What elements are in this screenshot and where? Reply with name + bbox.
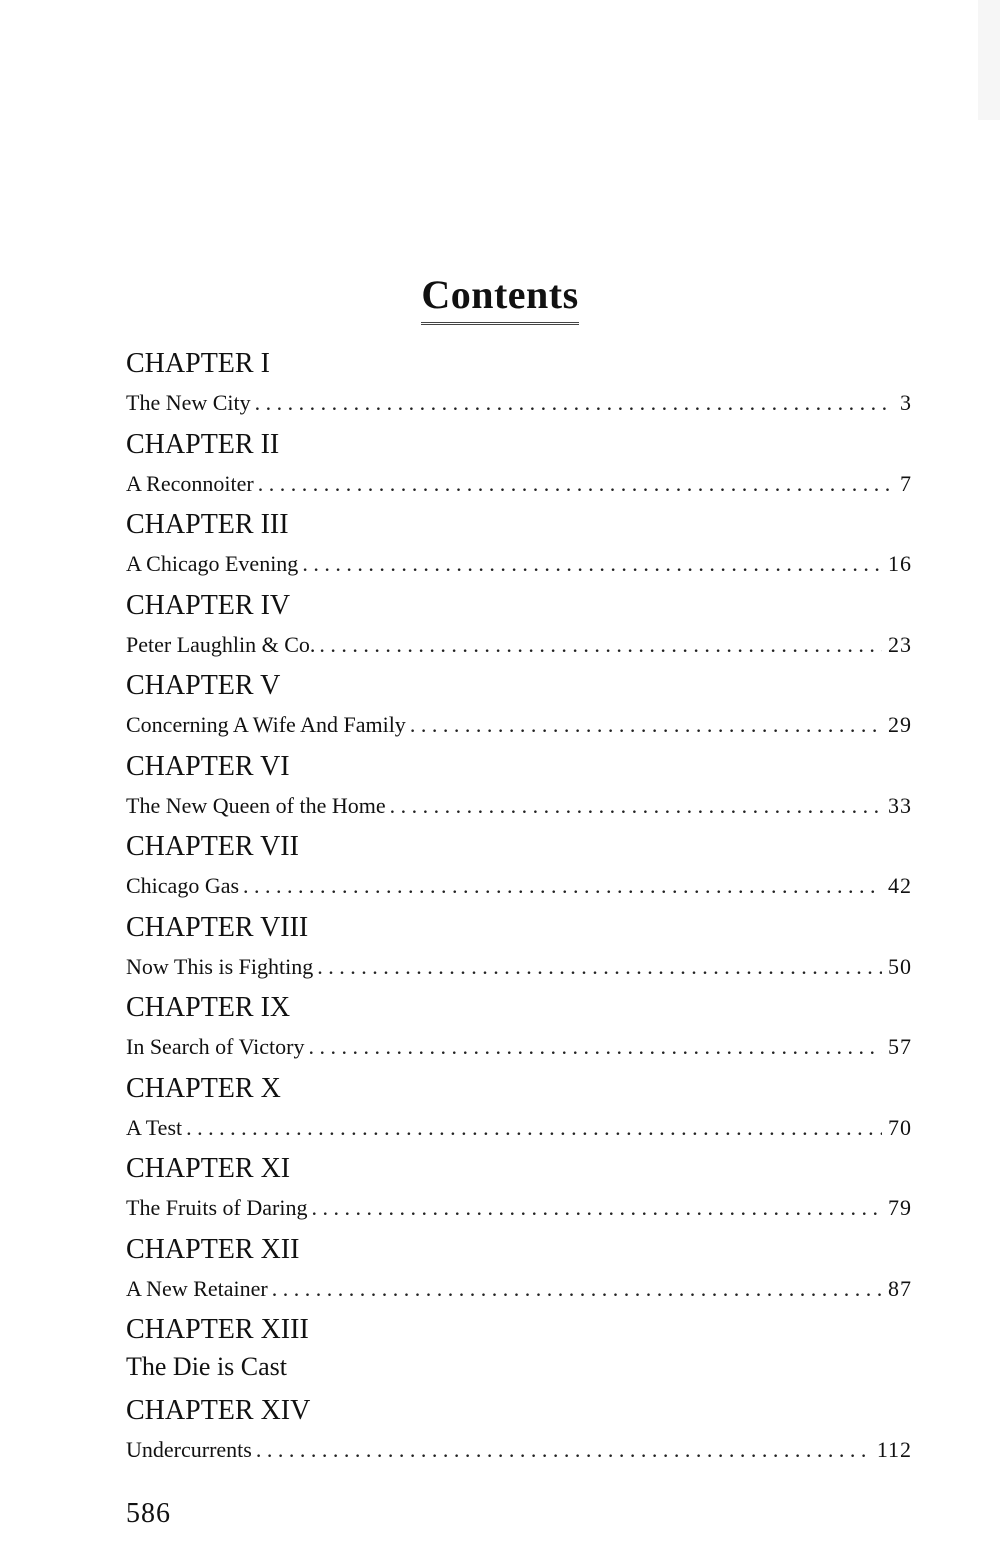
chapter-title: The New City xyxy=(126,390,251,415)
chapter-title: Undercurrents xyxy=(126,1436,252,1462)
chapter-link[interactable] xyxy=(126,628,912,662)
chapter-title: Concerning A Wife And Family xyxy=(126,712,406,737)
dot-leader xyxy=(311,1191,882,1225)
contents-title xyxy=(0,270,1000,325)
chapter-heading: CHAPTER XI xyxy=(126,1153,291,1184)
page-number: 33 xyxy=(888,792,912,818)
chapter-heading: CHAPTER IV xyxy=(126,589,291,621)
chapter-link[interactable] xyxy=(126,789,912,823)
chapter-title: The Fruits of Daring xyxy=(126,1195,308,1220)
chapter-heading: CHAPTER X xyxy=(126,1072,281,1104)
chapter-title: The New Queen of the Home xyxy=(126,792,386,818)
toc-entry-10 xyxy=(126,1069,912,1150)
contents-title-text: Contents xyxy=(421,270,578,325)
chapter-link[interactable] xyxy=(126,547,912,581)
chapter-heading: CHAPTER I xyxy=(126,348,270,379)
dot-leader xyxy=(258,467,894,501)
page-number: 112 xyxy=(876,1436,912,1462)
page-number: 7 xyxy=(900,470,912,496)
chapter-title: In Search of Victory xyxy=(126,1034,305,1059)
chapter-heading: CHAPTER VIII xyxy=(126,911,309,943)
toc-entry-4 xyxy=(126,586,912,667)
dot-leader xyxy=(309,1030,883,1064)
chapter-heading: CHAPTER III xyxy=(126,509,289,540)
page-number: 42 xyxy=(888,873,912,898)
toc-entry-3 xyxy=(126,505,912,586)
page-number: 16 xyxy=(888,551,912,576)
chapter-title: A Test xyxy=(126,1114,183,1140)
toc-entry-7 xyxy=(126,827,912,908)
chapter-title: The Die is Cast xyxy=(126,1352,288,1381)
dot-leader xyxy=(272,1272,882,1306)
toc-entry-2 xyxy=(126,425,912,506)
page-number: 70 xyxy=(888,1114,912,1140)
chapter-title: Chicago Gas xyxy=(126,873,240,898)
chapter-link[interactable] xyxy=(126,1350,912,1384)
dot-leader xyxy=(243,869,882,903)
dot-leader xyxy=(256,1433,871,1467)
toc-entry-6 xyxy=(126,747,912,828)
page-number: 3 xyxy=(900,390,912,415)
toc-entry-13 xyxy=(126,1310,912,1391)
page-number: 50 xyxy=(888,953,912,979)
dot-leader xyxy=(255,386,894,420)
toc-entry-8 xyxy=(126,908,912,989)
chapter-heading: CHAPTER VII xyxy=(126,831,299,862)
toc-entry-1 xyxy=(126,344,912,425)
page-number: 79 xyxy=(888,1195,912,1220)
chapter-heading: CHAPTER IX xyxy=(126,992,291,1023)
dot-leader xyxy=(319,628,882,662)
chapter-title: A New Retainer xyxy=(126,1275,268,1301)
page-number: 87 xyxy=(888,1275,912,1301)
dot-leader xyxy=(390,789,882,823)
chapter-link[interactable] xyxy=(126,950,912,984)
chapter-link[interactable] xyxy=(126,869,912,903)
page-number: 29 xyxy=(888,712,912,737)
chapter-link[interactable] xyxy=(126,1272,912,1306)
chapter-link[interactable] xyxy=(126,1433,912,1467)
chapter-title: Now This is Fighting xyxy=(126,953,314,979)
chapter-link[interactable] xyxy=(126,708,912,742)
dot-leader xyxy=(186,1111,882,1145)
table-of-contents xyxy=(126,344,912,1471)
dot-leader xyxy=(410,708,882,742)
chapter-link[interactable] xyxy=(126,1030,912,1064)
toc-entry-12 xyxy=(126,1230,912,1311)
chapter-link[interactable] xyxy=(126,1111,912,1145)
page-number: 23 xyxy=(888,631,912,657)
page-folio: 586 xyxy=(126,1498,171,1529)
chapter-heading: CHAPTER XIII xyxy=(126,1314,309,1345)
chapter-title: A Chicago Evening xyxy=(126,551,299,576)
chapter-heading: CHAPTER V xyxy=(126,670,281,701)
page-number: 57 xyxy=(888,1034,912,1059)
dot-leader xyxy=(302,547,882,581)
chapter-title: Peter Laughlin & Co. xyxy=(126,631,316,657)
dot-leader xyxy=(317,950,882,984)
chapter-heading: CHAPTER XII xyxy=(126,1233,300,1265)
chapter-link[interactable] xyxy=(126,467,912,501)
chapter-heading: CHAPTER XIV xyxy=(126,1394,311,1426)
toc-entry-5 xyxy=(126,666,912,747)
page-edge-shade xyxy=(978,0,1000,120)
chapter-title: A Reconnoiter xyxy=(126,470,254,496)
toc-entry-14 xyxy=(126,1391,912,1472)
chapter-heading: CHAPTER VI xyxy=(126,750,290,782)
chapter-link[interactable] xyxy=(126,386,912,420)
chapter-link[interactable] xyxy=(126,1191,912,1225)
toc-entry-11 xyxy=(126,1149,912,1230)
chapter-heading: CHAPTER II xyxy=(126,428,280,460)
toc-entry-9 xyxy=(126,988,912,1069)
